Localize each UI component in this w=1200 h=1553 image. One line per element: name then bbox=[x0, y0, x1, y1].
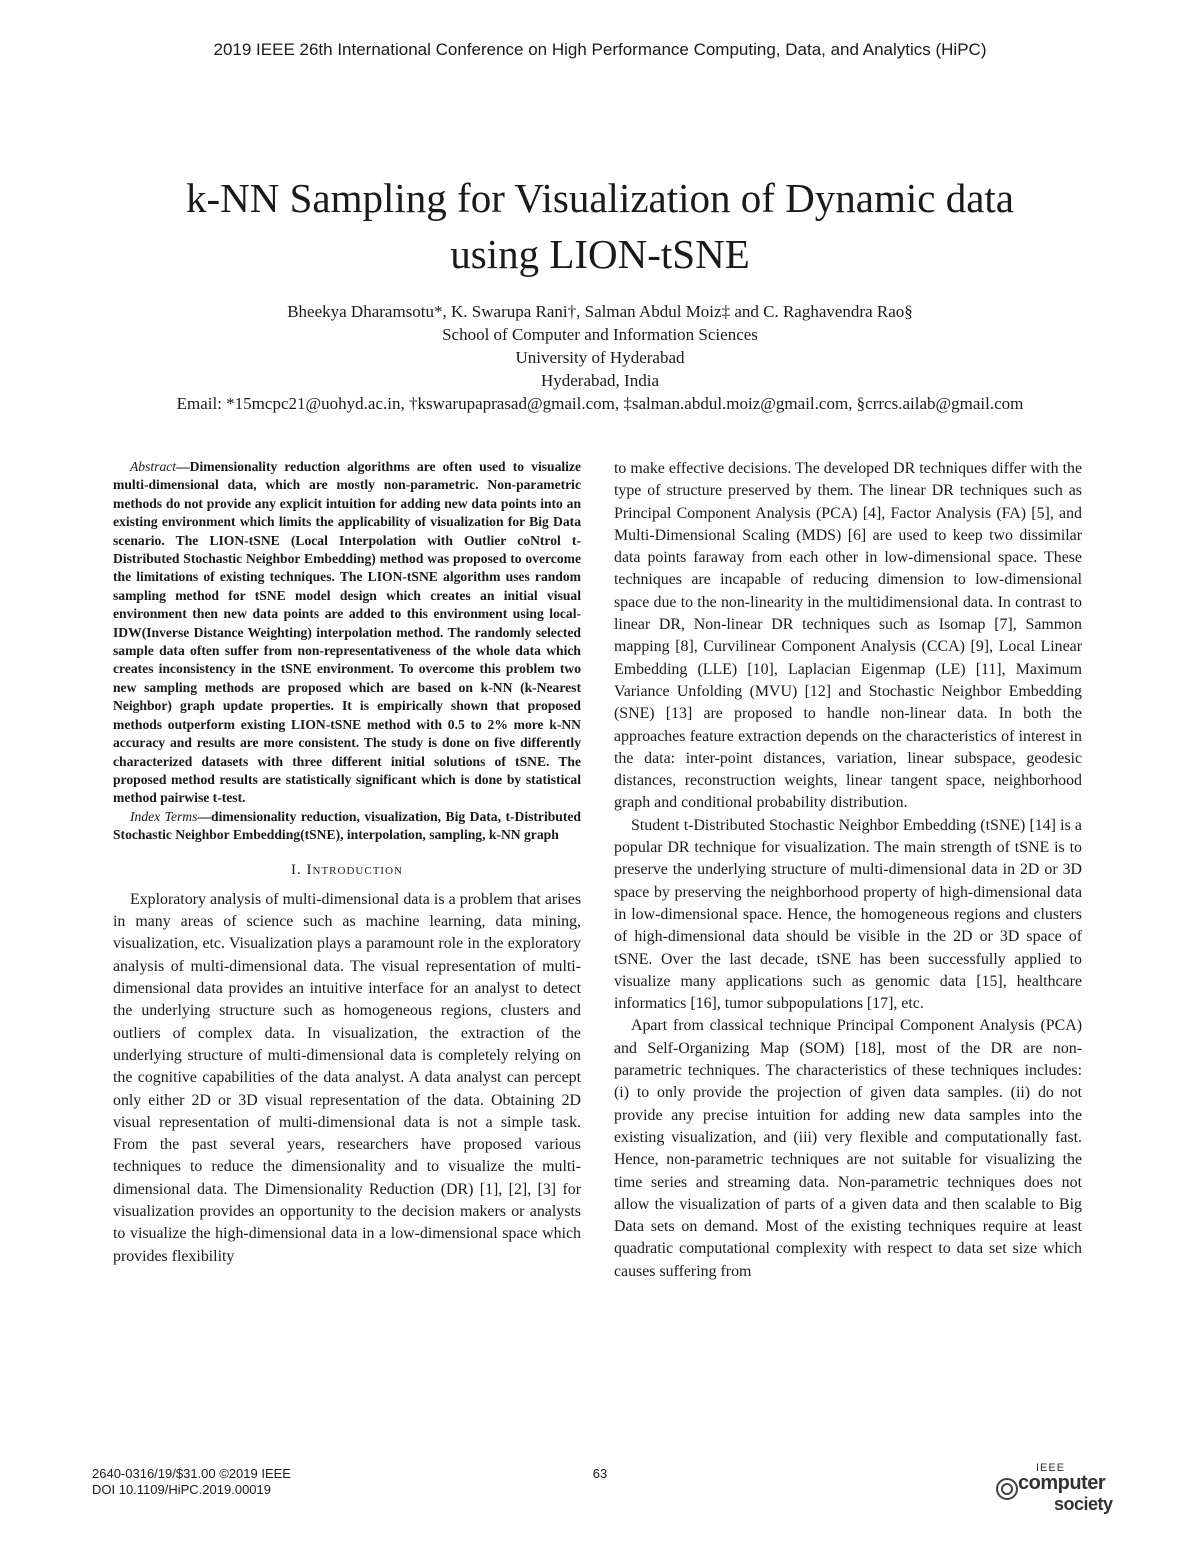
conference-header: 2019 IEEE 26th International Conference on High Performance Computing, Data, and Analytics (HiPC) bbox=[213, 40, 987, 59]
author-list: Bheekya Dharamsotu*, K. Swarupa Rani†, Salman Abdul Moiz‡ and C. Raghavendra Rao§ bbox=[287, 302, 913, 321]
email-line: Email: *15mcpc21@uohyd.ac.in, †kswarupaprasad@gmail.com, ‡salman.abdul.moiz@gmail.com, §crrcs.ailab@gmail.com bbox=[176, 394, 1024, 413]
title-line-2: using LION-tSNE bbox=[450, 231, 750, 277]
right-paragraph-2: Student t-Distributed Stochastic Neighbor Embedding (tSNE) [14] is a popular DR technique for visualization. The main strength of tSNE is to preserve the underlying structure of multi-dimensional data in 2D or 3D space by preserving the neighborhood property of high-dimensional data in low-dimensional space. Hence, the homogeneous regions and clusters of high-dimensional data should be visible in the 2D or 3D space of tSNE. Over the last decade, tSNE has been successfully applied to visualize many applications such as genomic data [15], healthcare informatics [16], tumor subpopulations [17], etc. bbox=[614, 816, 1082, 1013]
abstract-label: Abstract bbox=[130, 459, 177, 474]
logo-ieee-text: IEEE bbox=[1036, 1462, 1066, 1474]
footer-doi: DOI 10.1109/HiPC.2019.00019 bbox=[92, 1482, 271, 1497]
affiliation-university: University of Hyderabad bbox=[515, 348, 685, 367]
paper-title bbox=[60, 170, 1140, 282]
abstract-text: —Dimensionality reduction algorithms are often used to visualize multi-dimensional data, which are mostly non-parametric. Non-parametric methods do not provide any explicit intuition for adding new data points into an existing environment which limits the applicability of visualization for Big Data scenario. The LION-tSNE (Local Interpolation with Outlier coNtrol t-Distributed Stochastic Neighbor Embedding) method was proposed to overcome the limitations of existing techniques. The LION-tSNE algorithm uses random sampling method for tSNE model design which creates an initial visual environment then new data points are added to this environment using local-IDW(Inverse Distance Weighting) interpolation method. The randomly selected sample data often suffer from non-representativeness of the whole data which creates inconsistency in the tSNE environment. To overcome this problem two new sampling methods are proposed which are based on k-NN (k-Nearest Neighbor) graph update properties. It is empirically shown that proposed methods outperform existing LION-tSNE method with 0.5 to 2% more k-NN accuracy and results are more consistent. The study is done on five differently characterized datasets with three different initial solutions of tSNE. The proposed method results are statistically significant which is done by statistical method pairwise t-test. bbox=[113, 459, 581, 806]
logo-mark-icon bbox=[996, 1478, 1018, 1500]
abstract bbox=[113, 458, 581, 808]
index-terms-label: Index Terms bbox=[130, 808, 198, 824]
right-paragraph-1: to make effective decisions. The developed DR techniques differ with the type of structure preserved by them. The linear DR techniques such as Principal Component Analysis (PCA) [4], Factor Analysis (FA) [5], and Multi-Dimensional Scaling (MDS) [6] are used to keep two dissimilar data points faraway from each other in low-dimensional space. These techniques are incapable of reducing dimension to low-dimensional space due to the non-linearity in the multidimensional data. In contrast to linear DR, Non-linear DR techniques such as Isomap [7], Sammon mapping [8], Curvilinear Component Analysis (CCA) [9], Local Linear Embedding (LLE) [10], Laplacian Eigenmap (LE) [11], Maximum Variance Unfolding (MVU) [12] and Stochastic Neighbor Embedding (SNE) [13] are proposed to handle non-linear data. In both the approaches feature extraction depends on the characteristics of interest in the data: inter-point distances, variation, linear subspace, geodesic distances, reconstruction weights, linear tangent space, neighborhood graph and conditional probability distribution. bbox=[614, 460, 1082, 812]
page-number: 63 bbox=[592, 1466, 608, 1481]
index-terms-text: —dimensionality reduction, visualization, Big Data, t-Distributed Stochastic Neighbor Embedding(tSNE), interpolation, sampling, k-NN graph bbox=[113, 808, 581, 843]
footer-issn: 2640-0316/19/$31.00 ©2019 IEEE bbox=[92, 1466, 291, 1481]
title-line-1: k-NN Sampling for Visualization of Dynamic data bbox=[186, 175, 1014, 221]
affiliation-school: School of Computer and Information Sciences bbox=[442, 325, 758, 344]
logo-society-text: society bbox=[1054, 1494, 1113, 1514]
intro-paragraph-1: Exploratory analysis of multi-dimensional data is a problem that arises in many areas of science such as machine learning, data mining, visualization, etc. Visualization plays a paramount role in the exploratory analysis of multi-dimensional data. The visual representation of multi-dimensional data provides an intuitive interface for an analyst to detect the underlying structure such as homogeneous regions, clusters and outliers of complex data. In visualization, the extraction of the underlying structure of multi-dimensional data is completely relying on the cognitive capabilities of the data analyst. A data analyst can percept only either 2D or 3D visual representation of the data. Obtaining 2D visual representation of multi-dimensional data is not a simple task. From the past several years, researchers have proposed various techniques to reduce the dimensionality and to visualize the multi-dimensional data. The Dimensionality Reduction (DR) [1], [2], [3] for visualization provides an opportunity to the decision makers or analysts to visualize the high-dimensional data in a low-dimensional space which provides flexibility bbox=[113, 890, 581, 1265]
left-column bbox=[113, 458, 581, 1268]
index-terms bbox=[113, 808, 581, 845]
right-paragraph-3: Apart from classical technique Principal Component Analysis (PCA) and Self-Organizing Map (SOM) [18], most of the DR are non-parametric techniques. The characteristics of these techniques includes:(i) to only provide the projection of given data samples. (ii) do not provide any precise intuition for adding new data samples into the existing visualization, and (iii) very flexible and computationally fast. Hence, non-parametric techniques are not suitable for visualizing the time series and streaming data. Non-parametric techniques does not allow the visualization of parts of a given data and then scalable to Big Data sets on demand. Most of the existing techniques require at least quadratic computational complexity with respect to data set size which causes suffering from bbox=[614, 1017, 1082, 1280]
logo-computer-text: computer bbox=[1018, 1472, 1106, 1494]
section-heading: I. Introduction bbox=[291, 861, 403, 878]
right-column bbox=[614, 458, 1082, 1283]
ieee-computer-society-logo bbox=[994, 1462, 1124, 1522]
author-block bbox=[0, 300, 1200, 415]
affiliation-location: Hyderabad, India bbox=[540, 371, 659, 390]
